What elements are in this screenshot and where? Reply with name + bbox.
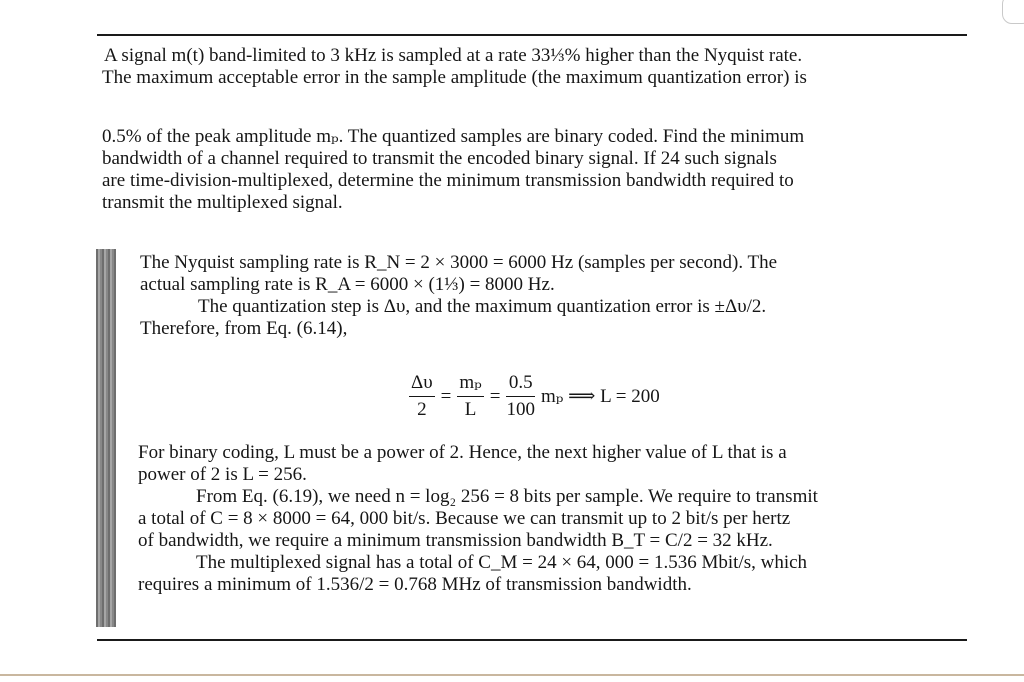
- fraction-delta-v-over-2: [409, 372, 435, 421]
- equals-sign: =: [489, 385, 501, 407]
- fraction-mp-over-L: [457, 372, 483, 421]
- solution-line: For binary coding, L must be a power of 2. Hence, the next higher value of L that is a: [138, 442, 787, 463]
- fraction-numerator: 0.5: [506, 372, 535, 397]
- problem-line: are time-division-multiplexed, determine the minimum transmission bandwidth required to: [102, 170, 794, 191]
- solution-line: The Nyquist sampling rate is R_N = 2 × 3000 = 6000 Hz (samples per second). The: [140, 252, 778, 273]
- solution-paragraph-3: [138, 442, 818, 596]
- quantization-equation: [406, 372, 663, 421]
- problem-line: 0.5% of the peak amplitude mₚ. The quantized samples are binary coded. Find the minimum: [102, 126, 805, 147]
- solution-line: power of 2 is L = 256.: [138, 464, 307, 485]
- solution-line: of bandwidth, we require a minimum transmission bandwidth B_T = C/2 = 32 kHz.: [138, 530, 773, 551]
- fraction-numerator: mₚ: [457, 372, 483, 397]
- fraction-denominator: L: [464, 399, 477, 420]
- solution-line: The quantization step is Δυ, and the maximum quantization error is ±Δυ/2.: [198, 296, 767, 317]
- solution-line: a total of C = 8 × 8000 = 64, 000 bit/s. Because we can transmit up to 2 bit/s per hertz: [138, 508, 791, 529]
- problem-statement-cont: [102, 126, 804, 214]
- solution-line: actual sampling rate is R_A = 6000 × (1⅓) = 8000 Hz.: [140, 274, 555, 295]
- top-rule: [97, 34, 967, 36]
- problem-line: bandwidth of a channel required to transmit the encoded binary signal. If 24 such signals: [102, 148, 777, 169]
- fraction-half-percent: [506, 372, 535, 421]
- solution-line: The multiplexed signal has a total of C_M = 24 × 64, 000 = 1.536 Mbit/s, which: [196, 552, 808, 573]
- equals-sign: =: [440, 385, 452, 407]
- fraction-denominator: 100: [506, 399, 535, 420]
- problem-statement: [104, 45, 807, 89]
- fraction-denominator: 2: [417, 399, 427, 420]
- solution-line: requires a minimum of 1.536/2 = 0.768 MHz of transmission bandwidth.: [138, 574, 692, 595]
- solution-paragraph-1: [140, 252, 777, 340]
- window-corner: [1002, 0, 1024, 24]
- solution-line: Therefore, from Eq. (6.14),: [140, 318, 348, 339]
- equation-result: mₚ ⟹ L = 200: [540, 386, 660, 407]
- problem-line: The maximum acceptable error in the sample amplitude (the maximum quantization error) is: [102, 67, 807, 88]
- page-footer-line: [0, 674, 1024, 676]
- problem-line: transmit the multiplexed signal.: [102, 192, 343, 213]
- solution-sidebar-marker: [96, 249, 116, 627]
- problem-line: A signal m(t) band-limited to 3 kHz is sampled at a rate 33⅓% higher than the Nyquist rate.: [104, 45, 803, 66]
- bottom-rule: [97, 639, 967, 641]
- fraction-numerator: Δυ: [409, 372, 435, 397]
- solution-line: From Eq. (6.19), we need n = log₂ 256 = 8 bits per sample. We require to transmit: [196, 486, 818, 507]
